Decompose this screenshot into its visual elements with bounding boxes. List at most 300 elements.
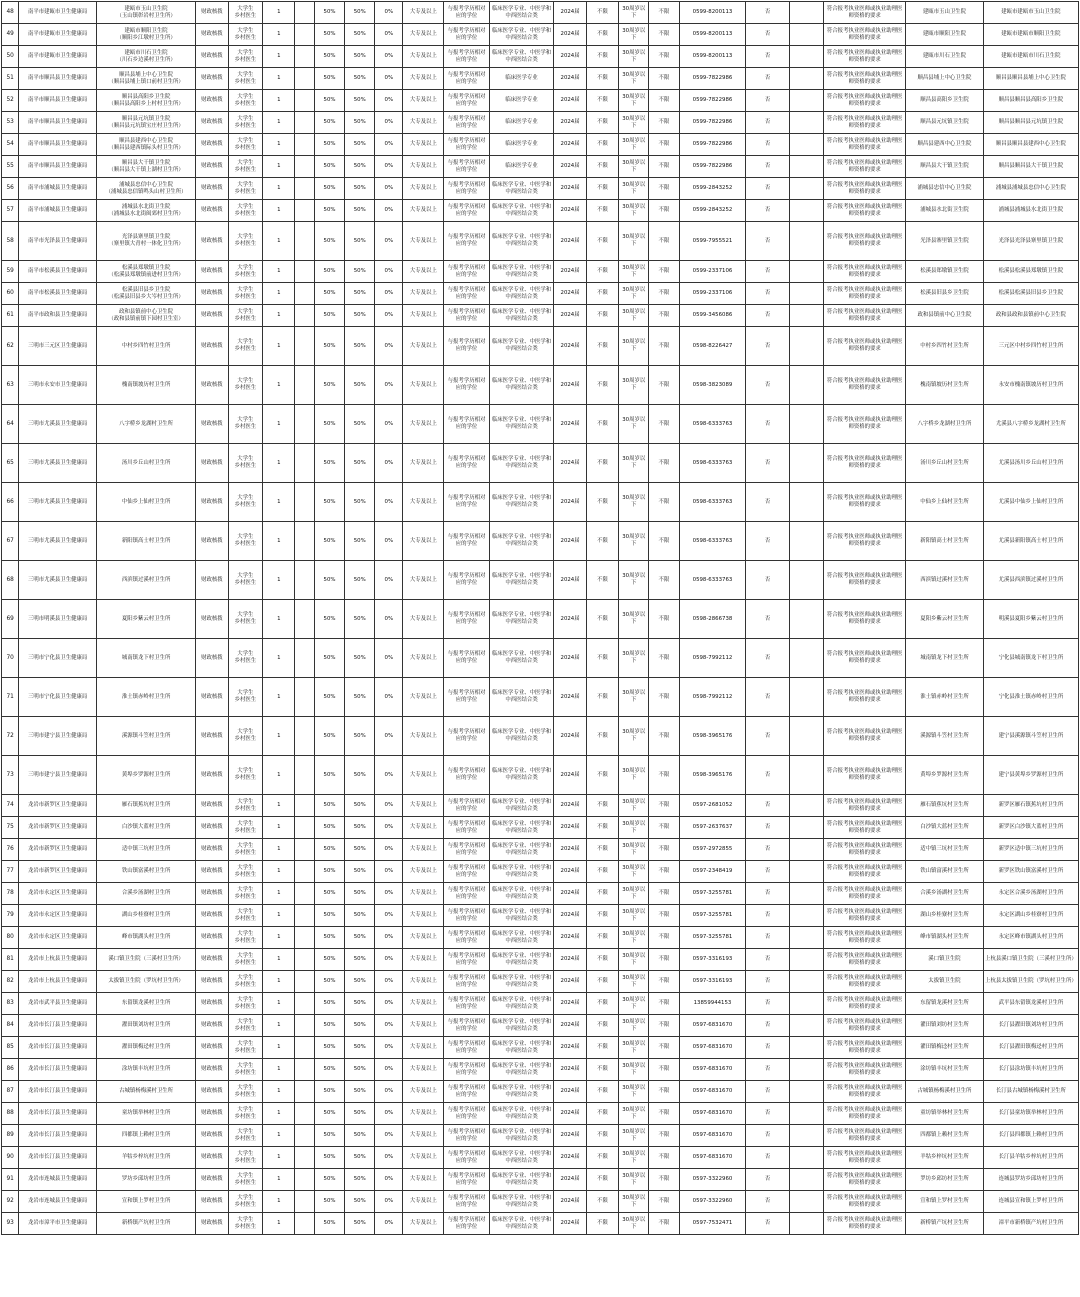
major: 临床医学专业、中医学和中西医结合类 <box>489 927 554 949</box>
ratio-b: 50% <box>345 90 375 112</box>
other-limit: 不限 <box>649 993 679 1015</box>
ratio-a: 50% <box>314 327 344 366</box>
other-limit: 不限 <box>649 1169 679 1191</box>
degree: 与报考学历相对应的学位 <box>444 1125 489 1147</box>
education: 大专及以上 <box>403 883 444 905</box>
post-type: 大学生 乡村医生 <box>228 112 263 134</box>
address: 三元区中村乡四竹村卫生所 <box>983 327 1078 366</box>
education: 大专及以上 <box>403 905 444 927</box>
flag: 否 <box>746 1147 789 1169</box>
blank-cell <box>295 222 314 261</box>
major: 临床医学专业 <box>489 90 554 112</box>
degree: 与报考学历相对应的学位 <box>444 156 489 178</box>
post-name: 东留镇龙溪村卫生所 <box>96 993 195 1015</box>
blank-cell-2 <box>789 46 824 68</box>
requirement: 符合报考执业医师或执业助理医师资格的要求 <box>824 1081 906 1103</box>
degree: 与报考学历相对应的学位 <box>444 1213 489 1235</box>
contact-phone: 0598-6333763 <box>679 561 746 600</box>
gender: 不限 <box>586 305 618 327</box>
hiring-unit: 南平市建瓯市卫生健康局 <box>19 46 97 68</box>
fund-type: 财政核拨 <box>196 366 228 405</box>
requirement: 符合报考执业医师或执业助理医师资格的要求 <box>824 839 906 861</box>
work-place: 罗坊乡邱坊村卫生所 <box>906 1169 984 1191</box>
major: 临床医学专业、中医学和中西医结合类 <box>489 1103 554 1125</box>
blank-cell <box>295 1081 314 1103</box>
education: 大专及以上 <box>403 522 444 561</box>
other-limit: 不限 <box>649 112 679 134</box>
education: 大专及以上 <box>403 68 444 90</box>
graduation-year: 2024届 <box>554 156 586 178</box>
ratio-c: 0% <box>375 200 403 222</box>
age-limit: 30周岁以下 <box>619 561 649 600</box>
row-number: 55 <box>2 156 19 178</box>
address: 顺昌县顺昌县大干镇卫生院 <box>983 156 1078 178</box>
fund-type: 财政核拨 <box>196 283 228 305</box>
fund-type: 财政核拨 <box>196 1037 228 1059</box>
ratio-b: 50% <box>345 261 375 283</box>
ratio-b: 50% <box>345 327 375 366</box>
education: 大专及以上 <box>403 46 444 68</box>
gender: 不限 <box>586 639 618 678</box>
ratio-c: 0% <box>375 1169 403 1191</box>
major: 临床医学专业、中医学和中西医结合类 <box>489 817 554 839</box>
requirement: 符合报考执业医师或执业助理医师资格的要求 <box>824 68 906 90</box>
other-limit: 不限 <box>649 1147 679 1169</box>
other-limit: 不限 <box>649 600 679 639</box>
flag: 否 <box>746 222 789 261</box>
recruitment-table <box>1 1 1079 1235</box>
major: 临床医学专业、中医学和中西医结合类 <box>489 905 554 927</box>
fund-type: 财政核拨 <box>196 561 228 600</box>
education: 大专及以上 <box>403 1059 444 1081</box>
post-name: 古城镇杨梅溪村卫生所 <box>96 1081 195 1103</box>
headcount: 1 <box>263 156 295 178</box>
address: 永安市槐南镇坡历村卫生所 <box>983 366 1078 405</box>
age-limit: 30周岁以下 <box>619 261 649 283</box>
gender: 不限 <box>586 1015 618 1037</box>
table-row <box>2 483 1079 522</box>
education: 大专及以上 <box>403 90 444 112</box>
hiring-unit: 龙岩市新罗区卫生健康局 <box>19 861 97 883</box>
fund-type: 财政核拨 <box>196 1147 228 1169</box>
ratio-a: 50% <box>314 993 344 1015</box>
fund-type: 财政核拨 <box>196 112 228 134</box>
education: 大专及以上 <box>403 200 444 222</box>
flag: 否 <box>746 366 789 405</box>
contact-phone: 0599-7822986 <box>679 156 746 178</box>
headcount: 1 <box>263 283 295 305</box>
ratio-c: 0% <box>375 90 403 112</box>
ratio-b: 50% <box>345 883 375 905</box>
headcount: 1 <box>263 2 295 24</box>
ratio-a: 50% <box>314 112 344 134</box>
blank-cell-2 <box>789 839 824 861</box>
ratio-a: 50% <box>314 156 344 178</box>
headcount: 1 <box>263 222 295 261</box>
address: 顺昌县顺昌县元坑镇卫生院 <box>983 112 1078 134</box>
education: 大专及以上 <box>403 1015 444 1037</box>
gender: 不限 <box>586 200 618 222</box>
other-limit: 不限 <box>649 1037 679 1059</box>
blank-cell <box>295 46 314 68</box>
blank-cell-2 <box>789 522 824 561</box>
major: 临床医学专业、中医学和中西医结合类 <box>489 1169 554 1191</box>
ratio-a: 50% <box>314 68 344 90</box>
post-type: 大学生 乡村医生 <box>228 305 263 327</box>
other-limit: 不限 <box>649 483 679 522</box>
degree: 与报考学历相对应的学位 <box>444 905 489 927</box>
table-row <box>2 639 1079 678</box>
ratio-b: 50% <box>345 46 375 68</box>
ratio-a: 50% <box>314 222 344 261</box>
hiring-unit: 南平市建瓯市卫生健康局 <box>19 2 97 24</box>
ratio-b: 50% <box>345 1191 375 1213</box>
post-name: 城南镇龙下村卫生所 <box>96 639 195 678</box>
education: 大专及以上 <box>403 600 444 639</box>
age-limit: 30周岁以下 <box>619 817 649 839</box>
requirement: 符合报考执业医师或执业助理医师资格的要求 <box>824 46 906 68</box>
fund-type: 财政核拨 <box>196 134 228 156</box>
headcount: 1 <box>263 24 295 46</box>
ratio-a: 50% <box>314 2 344 24</box>
gender: 不限 <box>586 112 618 134</box>
post-name: 适中镇三坑村卫生所 <box>96 839 195 861</box>
degree: 与报考学历相对应的学位 <box>444 283 489 305</box>
ratio-c: 0% <box>375 883 403 905</box>
fund-type: 财政核拨 <box>196 178 228 200</box>
blank-cell-2 <box>789 261 824 283</box>
gender: 不限 <box>586 134 618 156</box>
post-type: 大学生 乡村医生 <box>228 839 263 861</box>
address: 漳平市新桥镇产坑村卫生所 <box>983 1213 1078 1235</box>
education: 大专及以上 <box>403 24 444 46</box>
post-name: 新阳镇高士村卫生所 <box>96 522 195 561</box>
hiring-unit: 龙岩市新罗区卫生健康局 <box>19 839 97 861</box>
education: 大专及以上 <box>403 2 444 24</box>
ratio-b: 50% <box>345 1213 375 1235</box>
ratio-b: 50% <box>345 24 375 46</box>
degree: 与报考学历相对应的学位 <box>444 1103 489 1125</box>
hiring-unit: 龙岩市永定区卫生健康局 <box>19 905 97 927</box>
fund-type: 财政核拨 <box>196 861 228 883</box>
degree: 与报考学历相对应的学位 <box>444 24 489 46</box>
flag: 否 <box>746 178 789 200</box>
contact-phone: 0598-6333763 <box>679 444 746 483</box>
ratio-b: 50% <box>345 639 375 678</box>
table-row <box>2 1037 1079 1059</box>
other-limit: 不限 <box>649 1191 679 1213</box>
flag: 否 <box>746 1213 789 1235</box>
headcount: 1 <box>263 883 295 905</box>
blank-cell-2 <box>789 305 824 327</box>
flag: 否 <box>746 522 789 561</box>
age-limit: 30周岁以下 <box>619 993 649 1015</box>
work-place: 顺昌县埔上中心卫生院 <box>906 68 984 90</box>
major: 临床医学专业、中医学和中西医结合类 <box>489 1081 554 1103</box>
table-row <box>2 178 1079 200</box>
contact-phone: 0597-6831670 <box>679 1081 746 1103</box>
blank-cell <box>295 717 314 756</box>
ratio-b: 50% <box>345 678 375 717</box>
contact-phone: 0599-7822986 <box>679 68 746 90</box>
age-limit: 30周岁以下 <box>619 1081 649 1103</box>
ratio-a: 50% <box>314 717 344 756</box>
ratio-c: 0% <box>375 178 403 200</box>
other-limit: 不限 <box>649 1125 679 1147</box>
age-limit: 30周岁以下 <box>619 756 649 795</box>
ratio-a: 50% <box>314 561 344 600</box>
blank-cell <box>295 861 314 883</box>
major: 临床医学专业、中医学和中西医结合类 <box>489 200 554 222</box>
address: 尤溪县汤川乡丘山村卫生所 <box>983 444 1078 483</box>
graduation-year: 2024届 <box>554 971 586 993</box>
table-row <box>2 366 1079 405</box>
row-number: 81 <box>2 949 19 971</box>
ratio-b: 50% <box>345 1081 375 1103</box>
age-limit: 30周岁以下 <box>619 444 649 483</box>
work-place: 黄埠乡罗源村卫生所 <box>906 756 984 795</box>
contact-phone: 0599-8200113 <box>679 2 746 24</box>
graduation-year: 2024届 <box>554 24 586 46</box>
requirement: 符合报考执业医师或执业助理医师资格的要求 <box>824 1059 906 1081</box>
blank-cell-2 <box>789 68 824 90</box>
address: 浦城县浦城县水北街卫生院 <box>983 200 1078 222</box>
address: 宁化县城南镇龙下村卫生所 <box>983 639 1078 678</box>
ratio-a: 50% <box>314 971 344 993</box>
degree: 与报考学历相对应的学位 <box>444 600 489 639</box>
blank-cell <box>295 1059 314 1081</box>
degree: 与报考学历相对应的学位 <box>444 678 489 717</box>
address: 新罗区铁山镇富溪村卫生所 <box>983 861 1078 883</box>
hiring-unit: 三明市建宁县卫生健康局 <box>19 756 97 795</box>
post-name: 政和县镇前中心卫生院 （政和县镇前镇下园村卫生室） <box>96 305 195 327</box>
hiring-unit: 三明市尤溪县卫生健康局 <box>19 522 97 561</box>
address: 顺昌县顺昌县埔上中心卫生院 <box>983 68 1078 90</box>
fund-type: 财政核拨 <box>196 795 228 817</box>
age-limit: 30周岁以下 <box>619 178 649 200</box>
requirement: 符合报考执业医师或执业助理医师资格的要求 <box>824 327 906 366</box>
address: 顺昌县顺昌县建西中心卫生院 <box>983 134 1078 156</box>
table-row <box>2 1213 1079 1235</box>
requirement: 符合报考执业医师或执业助理医师资格的要求 <box>824 112 906 134</box>
major: 临床医学专业、中医学和中西医结合类 <box>489 883 554 905</box>
fund-type: 财政核拨 <box>196 327 228 366</box>
work-place: 羊牯乡梓坑村卫生所 <box>906 1147 984 1169</box>
blank-cell <box>295 2 314 24</box>
post-name: 濯田镇刘坊村卫生所 <box>96 1015 195 1037</box>
hiring-unit: 龙岩市长汀县卫生健康局 <box>19 1125 97 1147</box>
ratio-c: 0% <box>375 283 403 305</box>
address: 新罗区白沙镇大蓝村卫生所 <box>983 817 1078 839</box>
fund-type: 财政核拨 <box>196 993 228 1015</box>
gender: 不限 <box>586 156 618 178</box>
ratio-a: 50% <box>314 200 344 222</box>
other-limit: 不限 <box>649 971 679 993</box>
ratio-c: 0% <box>375 1213 403 1235</box>
row-number: 61 <box>2 305 19 327</box>
blank-cell-2 <box>789 795 824 817</box>
ratio-a: 50% <box>314 861 344 883</box>
table-row <box>2 600 1079 639</box>
post-type: 大学生 乡村医生 <box>228 817 263 839</box>
hiring-unit: 龙岩市永定区卫生健康局 <box>19 883 97 905</box>
post-type: 大学生 乡村医生 <box>228 222 263 261</box>
degree: 与报考学历相对应的学位 <box>444 861 489 883</box>
table-row <box>2 1125 1079 1147</box>
graduation-year: 2024届 <box>554 178 586 200</box>
post-name: 太拔镇卫生院（罗坑村卫生所） <box>96 971 195 993</box>
ratio-c: 0% <box>375 905 403 927</box>
education: 大专及以上 <box>403 305 444 327</box>
address: 尤溪县八字桥乡龙湖村卫生所 <box>983 405 1078 444</box>
education: 大专及以上 <box>403 222 444 261</box>
address: 新罗区适中镇三坑村卫生所 <box>983 839 1078 861</box>
fund-type: 财政核拨 <box>196 883 228 905</box>
contact-phone: 0598-7992112 <box>679 639 746 678</box>
degree: 与报考学历相对应的学位 <box>444 1037 489 1059</box>
hiring-unit: 三明市永安市卫生健康局 <box>19 366 97 405</box>
ratio-b: 50% <box>345 1059 375 1081</box>
other-limit: 不限 <box>649 817 679 839</box>
education: 大专及以上 <box>403 717 444 756</box>
post-type: 大学生 乡村医生 <box>228 483 263 522</box>
hiring-unit: 三明市明溪县卫生健康局 <box>19 600 97 639</box>
flag: 否 <box>746 1103 789 1125</box>
graduation-year: 2024届 <box>554 561 586 600</box>
graduation-year: 2024届 <box>554 1103 586 1125</box>
blank-cell <box>295 68 314 90</box>
table-row <box>2 156 1079 178</box>
post-name: 建瓯市川石卫生院 （川石乡边溪村卫生所） <box>96 46 195 68</box>
flag: 否 <box>746 971 789 993</box>
degree: 与报考学历相对应的学位 <box>444 327 489 366</box>
post-name: 湖山乡桂寮村卫生所 <box>96 905 195 927</box>
education: 大专及以上 <box>403 1213 444 1235</box>
headcount: 1 <box>263 949 295 971</box>
hiring-unit: 三明市三元区卫生健康局 <box>19 327 97 366</box>
address: 连城县宣和镇上罗村卫生所 <box>983 1191 1078 1213</box>
address: 永定区湖山乡桂寮村卫生所 <box>983 905 1078 927</box>
blank-cell-2 <box>789 949 824 971</box>
row-number: 76 <box>2 839 19 861</box>
address: 新罗区雁石镇蕉坑村卫生所 <box>983 795 1078 817</box>
blank-cell-2 <box>789 1103 824 1125</box>
contact-phone: 0597-2972855 <box>679 839 746 861</box>
post-type: 大学生 乡村医生 <box>228 1081 263 1103</box>
work-place: 太拔镇卫生院 <box>906 971 984 993</box>
ratio-b: 50% <box>345 600 375 639</box>
address: 长汀县濯田镇梅迳村卫生所 <box>983 1037 1078 1059</box>
headcount: 1 <box>263 561 295 600</box>
table-row <box>2 522 1079 561</box>
other-limit: 不限 <box>649 68 679 90</box>
ratio-c: 0% <box>375 756 403 795</box>
gender: 不限 <box>586 600 618 639</box>
blank-cell <box>295 200 314 222</box>
age-limit: 30周岁以下 <box>619 1125 649 1147</box>
age-limit: 30周岁以下 <box>619 1059 649 1081</box>
post-type: 大学生 乡村医生 <box>228 24 263 46</box>
address: 尤溪县新阳镇高士村卫生所 <box>983 522 1078 561</box>
education: 大专及以上 <box>403 178 444 200</box>
headcount: 1 <box>263 756 295 795</box>
headcount: 1 <box>263 817 295 839</box>
table-row <box>2 46 1079 68</box>
requirement: 符合报考执业医师或执业助理医师资格的要求 <box>824 1169 906 1191</box>
work-place: 浦城县忠信中心卫生院 <box>906 178 984 200</box>
contact-phone: 0598-3965176 <box>679 717 746 756</box>
flag: 否 <box>746 305 789 327</box>
headcount: 1 <box>263 1059 295 1081</box>
degree: 与报考学历相对应的学位 <box>444 522 489 561</box>
education: 大专及以上 <box>403 405 444 444</box>
age-limit: 30周岁以下 <box>619 795 649 817</box>
education: 大专及以上 <box>403 561 444 600</box>
address: 建瓯市建瓯市川石卫生院 <box>983 46 1078 68</box>
row-number: 77 <box>2 861 19 883</box>
other-limit: 不限 <box>649 261 679 283</box>
gender: 不限 <box>586 861 618 883</box>
contact-phone: 0598-3965176 <box>679 756 746 795</box>
fund-type: 财政核拨 <box>196 1059 228 1081</box>
row-number: 70 <box>2 639 19 678</box>
education: 大专及以上 <box>403 861 444 883</box>
ratio-c: 0% <box>375 68 403 90</box>
table-row <box>2 1147 1079 1169</box>
ratio-b: 50% <box>345 756 375 795</box>
contact-phone: 0598-7992112 <box>679 678 746 717</box>
blank-cell <box>295 971 314 993</box>
ratio-a: 50% <box>314 366 344 405</box>
ratio-c: 0% <box>375 1059 403 1081</box>
ratio-c: 0% <box>375 327 403 366</box>
education: 大专及以上 <box>403 134 444 156</box>
degree: 与报考学历相对应的学位 <box>444 1169 489 1191</box>
gender: 不限 <box>586 46 618 68</box>
graduation-year: 2024届 <box>554 444 586 483</box>
gender: 不限 <box>586 222 618 261</box>
graduation-year: 2024届 <box>554 112 586 134</box>
hiring-unit: 南平市建瓯市卫生健康局 <box>19 24 97 46</box>
blank-cell <box>295 905 314 927</box>
requirement: 符合报考执业医师或执业助理医师资格的要求 <box>824 639 906 678</box>
degree: 与报考学历相对应的学位 <box>444 261 489 283</box>
degree: 与报考学历相对应的学位 <box>444 366 489 405</box>
blank-cell <box>295 1103 314 1125</box>
headcount: 1 <box>263 993 295 1015</box>
table-row <box>2 327 1079 366</box>
post-name: 宣和镇上罗村卫生所 <box>96 1191 195 1213</box>
table-row <box>2 678 1079 717</box>
ratio-b: 50% <box>345 444 375 483</box>
graduation-year: 2024届 <box>554 522 586 561</box>
other-limit: 不限 <box>649 639 679 678</box>
address: 政和县政和县镇前中心卫生院 <box>983 305 1078 327</box>
blank-cell-2 <box>789 678 824 717</box>
blank-cell <box>295 883 314 905</box>
row-number: 64 <box>2 405 19 444</box>
other-limit: 不限 <box>649 949 679 971</box>
fund-type: 财政核拨 <box>196 1191 228 1213</box>
degree: 与报考学历相对应的学位 <box>444 949 489 971</box>
degree: 与报考学历相对应的学位 <box>444 2 489 24</box>
degree: 与报考学历相对应的学位 <box>444 222 489 261</box>
work-place: 白沙镇大蓝村卫生所 <box>906 817 984 839</box>
gender: 不限 <box>586 1147 618 1169</box>
flag: 否 <box>746 927 789 949</box>
other-limit: 不限 <box>649 134 679 156</box>
graduation-year: 2024届 <box>554 200 586 222</box>
